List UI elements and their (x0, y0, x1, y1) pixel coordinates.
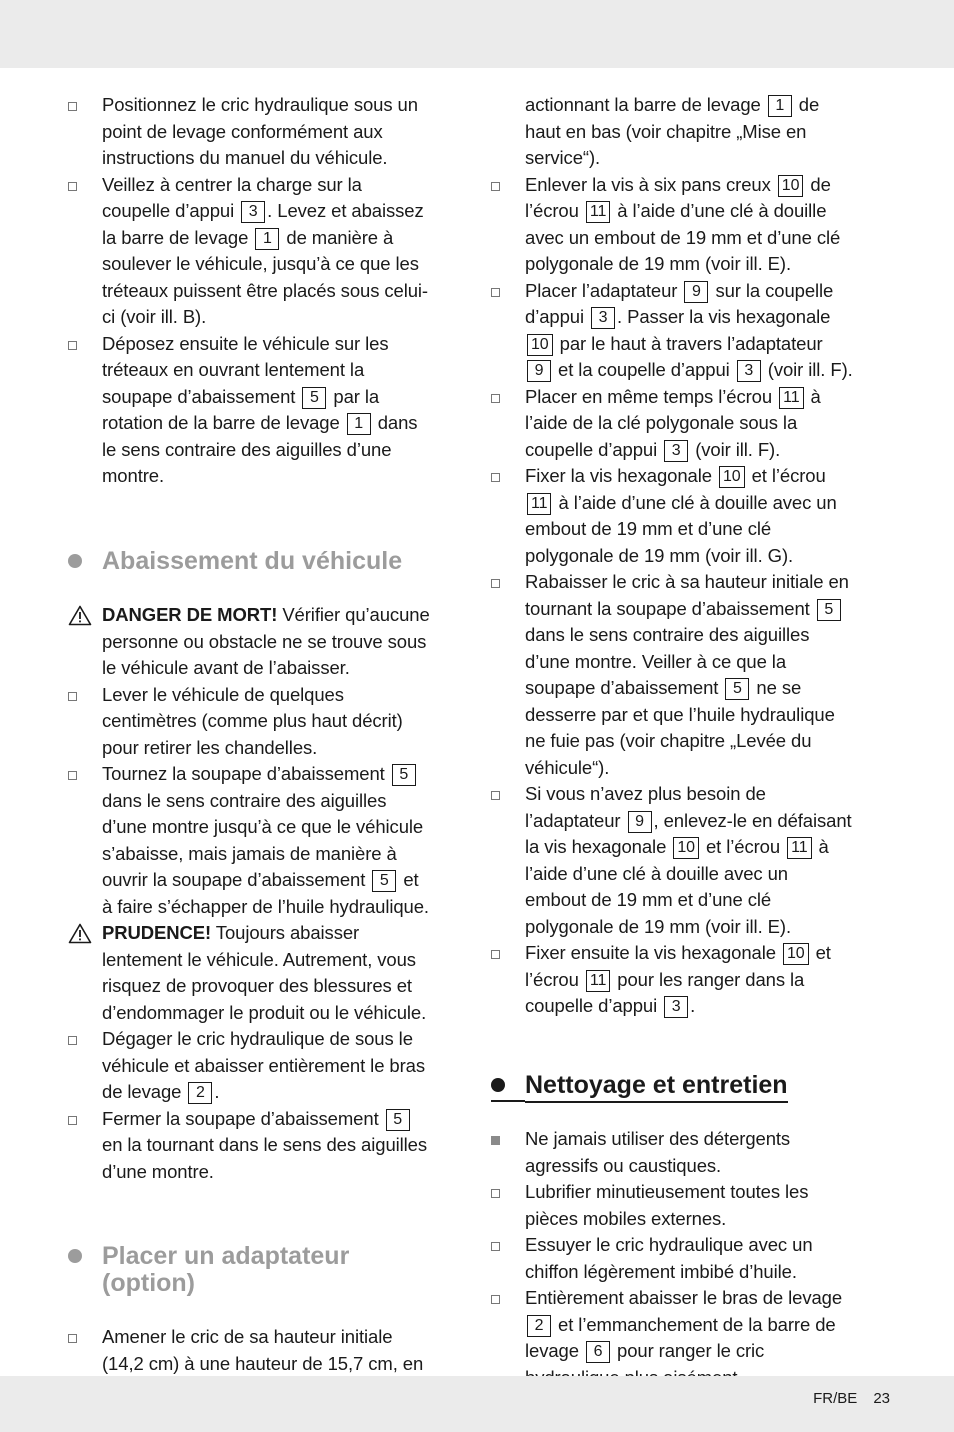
part-ref: 1 (768, 95, 792, 117)
list-item: Entièrement abaisser le bras de levage 2 et l’emmanchement de la barre de levage 6 pour ranger le cric (491, 1285, 853, 1391)
bullet-square-icon (491, 1189, 500, 1198)
part-ref: 3 (664, 440, 688, 462)
list-item: Placer l’adaptateur 9 sur la coupelle d’appui 3 . Passer la vis hexagonale 10 par le haut à travers l’adaptateur 9 et la coupelle d’appui 3 (voir ill. F). (491, 278, 853, 384)
bullet-square-icon (491, 1242, 500, 1251)
part-ref: 11 (787, 837, 811, 859)
part-ref: 5 (302, 387, 326, 409)
list-item: Si vous n’avez plus besoin de l’adaptateur 9 , enlevez-le en défaisant la vis hexagonale 10 et l’écrou 11 à l’aide d’une clé à douille avec un embout de 19 mm et d’une clé polygonale de 19 mm (voir ill. E). (491, 781, 853, 940)
header-band (0, 0, 954, 68)
list-item: Déposez ensuite le véhicule sur les tréteaux en ouvrant lentement la soupape d’abaissement 5 par la rotation de la barre de levage 1 dans le sens contraire des aiguilles d’une montre. (68, 331, 430, 490)
bullet-square-icon (68, 182, 77, 191)
bullet-square-icon (491, 579, 500, 588)
heading-dot-icon (68, 1249, 82, 1263)
section-heading: Abaissement du véhicule (68, 548, 430, 575)
bullet-square-icon (68, 1116, 77, 1125)
part-ref: 11 (586, 970, 610, 992)
part-ref: 10 (527, 334, 553, 356)
warning-triangle-icon (68, 605, 92, 626)
list-item: Fixer la vis hexagonale 10 et l’écrou 11 à l’aide d’une clé à douille avec un embout de 19 mm et d’une clé polygonale de 19 mm (voir ill. G). (491, 463, 853, 569)
bullet-square-icon (491, 1295, 500, 1304)
bullet-square-icon (68, 771, 77, 780)
list-item: Lever le véhicule de quelques centimètres (comme plus haut décrit) pour retirer les chandelles. (68, 682, 430, 762)
list-item-continued: actionnant la barre de levage 1 de haut en bas (voir chapitre „Mise en service“). (525, 94, 820, 168)
part-ref: 3 (591, 307, 615, 329)
page-footer (797, 1390, 890, 1407)
bullet-square-icon (491, 394, 500, 403)
part-ref: 10 (778, 175, 804, 197)
part-ref: 9 (684, 281, 708, 303)
heading-dot-icon (491, 1078, 505, 1092)
bullet-square-icon (491, 950, 500, 959)
bullet-square-icon (68, 1334, 77, 1343)
part-ref: 5 (386, 1109, 410, 1131)
part-ref: 5 (372, 870, 396, 892)
list-item: Fermer la soupape d’abaissement 5 en la tournant dans le sens des aiguilles d’une montre. (68, 1106, 430, 1186)
list-item: Veillez à centrer la charge sur la coupelle d’appui 3 . Levez et abaissez la barre de levage 1 de manière à soulever le véhicule, jusqu’à ce que les tréteaux puissent être placés sous celui-ci (voir ill. B). (68, 172, 430, 331)
list-item: Fixer ensuite la vis hexagonale 10 et l’écrou 11 pour les ranger dans la coupelle d’appui 3 . (491, 940, 853, 1020)
bullet-square-icon (491, 182, 500, 191)
bullet-square-icon (491, 791, 500, 800)
part-ref: 9 (628, 811, 652, 833)
bullet-square-icon (68, 102, 77, 111)
part-ref: 3 (241, 201, 265, 223)
list-item: Placer en même temps l’écrou 11 à l’aide de la clé polygonale sous la coupelle d’appui 3 (voir ill. F). (491, 384, 853, 464)
part-ref: 5 (392, 764, 416, 786)
list-item: Rabaisser le cric à sa hauteur initiale en tournant la soupape d’abaissement 5 dans le sens contraire des aiguilles d’une montre. Veiller à ce que la soupape d’abaissement 5 ne se desserre par et que l’huile hydraulique ne fuie pas (voir chapitre „Levée du véhicule“). (491, 569, 853, 781)
part-ref: 10 (719, 466, 745, 488)
part-ref: 3 (664, 996, 688, 1018)
part-ref: 10 (783, 943, 809, 965)
part-ref: 11 (527, 493, 551, 515)
right-column (491, 92, 853, 1391)
list-item: Tournez la soupape d’abaissement 5 dans le sens contraire des aiguilles d’une montre jusqu’à ce que le véhicule s’abaisse, mais jamais de manière à ouvrir la soupape d’abaissement 5 et à faire s’échapper de l’huile hydraulique. (68, 761, 430, 920)
part-ref: 2 (527, 1315, 551, 1337)
bullet-square-icon (68, 692, 77, 701)
danger-warning: DANGER DE MORT! Vérifier qu’aucune personne ou obstacle ne se trouve sous le véhicule avant de l’abaisser. (68, 602, 430, 682)
part-ref: 3 (737, 360, 761, 382)
part-ref: 5 (725, 678, 749, 700)
list-item: Lubrifier minutieusement toutes les pièces mobiles externes. (491, 1179, 853, 1232)
part-ref: 11 (586, 201, 610, 223)
warning-triangle-icon (68, 923, 92, 944)
part-ref: 10 (673, 837, 699, 859)
section-heading: Placer un adaptateur (option) (68, 1243, 430, 1296)
part-ref: 1 (255, 228, 279, 250)
section-heading: Nettoyage et entretien (491, 1072, 853, 1099)
list-item: Dégager le cric hydraulique de sous le véhicule et abaisser entièrement le bras de levage 2 . (68, 1026, 430, 1106)
language-code: FR/BE (813, 1390, 858, 1407)
part-ref: 5 (817, 599, 841, 621)
list-item: Positionnez le cric hydraulique sous un point de levage conformément aux instructions du manuel du véhicule. (68, 92, 430, 172)
bullet-square-icon (68, 341, 77, 350)
part-ref: 6 (586, 1341, 610, 1363)
left-column (68, 92, 430, 1377)
bullet-square-icon (68, 1036, 77, 1045)
list-item: Ne jamais utiliser des détergents agressifs ou caustiques. (491, 1126, 853, 1179)
bullet-filled-square-icon (491, 1136, 500, 1145)
page-number: 23 (873, 1390, 890, 1407)
list-item: Essuyer le cric hydraulique avec un chiffon légèrement imbibé d’huile. (491, 1232, 853, 1285)
bullet-square-icon (491, 473, 500, 482)
list-item: Amener le cric de sa hauteur initiale (14,2 cm) à une hauteur de 15,7 cm, en (68, 1324, 430, 1377)
part-ref: 1 (347, 413, 371, 435)
heading-dot-icon (68, 554, 82, 568)
part-ref: 11 (779, 387, 803, 409)
part-ref: 2 (188, 1082, 212, 1104)
list-item: Enlever la vis à six pans creux 10 de l’écrou 11 à l’aide d’une clé à douille avec un embout de 19 mm et d’une clé polygonale de 19 mm (voir ill. E). (491, 172, 853, 278)
caution-warning: PRUDENCE! Toujours abaisser lentement le véhicule. Autrement, vous risquez de provoquer des blessures et d’endommager le produit ou le véhicule. (68, 920, 430, 1026)
part-ref: 9 (527, 360, 551, 382)
bullet-square-icon (491, 288, 500, 297)
